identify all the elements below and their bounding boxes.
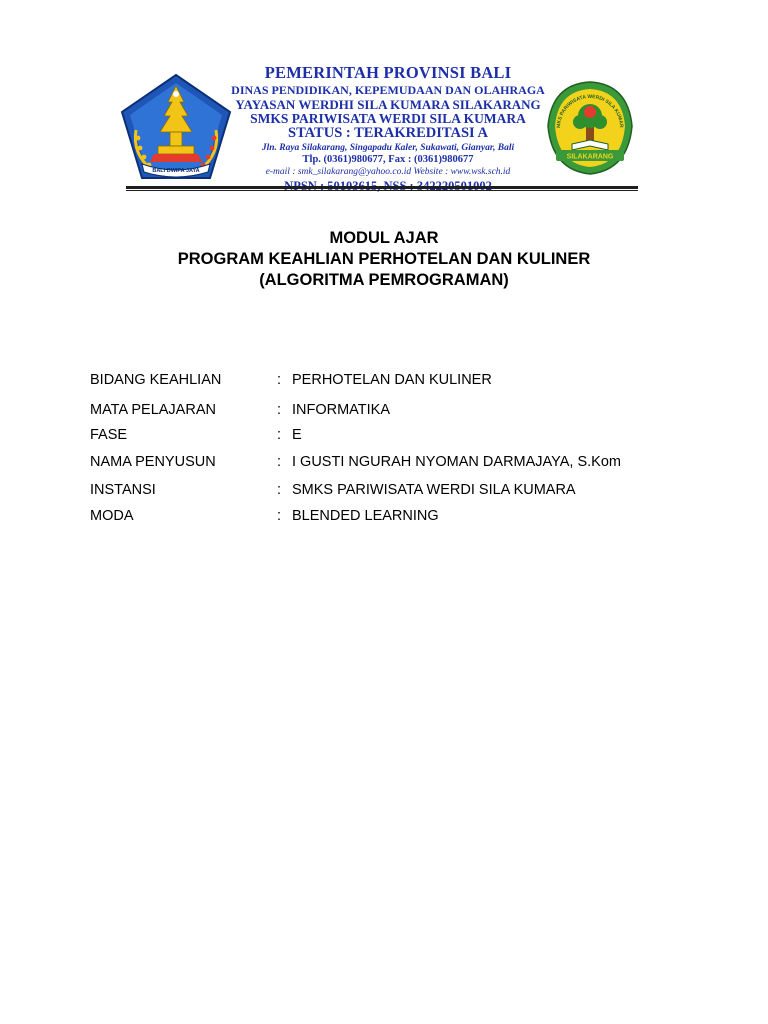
- info-label: FASE: [90, 427, 128, 443]
- school-logo-ribbon-text: SILAKARANG: [566, 153, 614, 161]
- title-line-program: PROGRAM KEAHLIAN PERHOTELAN DAN KULINER: [177, 250, 591, 268]
- letterhead-line-contact: e-mail : smk_silakarang@yahoo.co.id Website : www.wsk.sch.id: [265, 166, 511, 177]
- info-colon: :: [277, 508, 282, 524]
- info-label: INSTANSI: [90, 482, 156, 498]
- title-line-subject: (ALGORITMA PEMROGRAMAN): [259, 271, 509, 289]
- info-value: BLENDED LEARNING: [292, 508, 439, 524]
- letterhead-line-department: DINAS PENDIDIKAN, KEPEMUDAAN DAN OLAHRAGA: [231, 82, 545, 97]
- letterhead-line-foundation: YAYASAN WERDHI SILA KUMARA SILAKARANG: [235, 96, 541, 112]
- info-colon: :: [277, 402, 282, 418]
- bali-province-emblem: [118, 72, 234, 182]
- info-label: MODA: [90, 508, 134, 524]
- title-line-module: MODUL AJAR: [329, 229, 439, 247]
- info-label: MATA PELAJARAN: [90, 402, 216, 418]
- info-value: SMKS PARIWISATA WERDI SILA KUMARA: [292, 482, 576, 498]
- info-colon: :: [277, 454, 282, 470]
- info-value: E: [292, 427, 302, 443]
- letterhead-line-address: Jln. Raya Silakarang, Singapadu Kaler, Sukawati, Gianyar, Bali: [261, 142, 515, 153]
- info-value: I GUSTI NGURAH NYOMAN DARMAJAYA, S.Kom: [292, 454, 621, 470]
- letterhead-text: [218, 60, 558, 193]
- info-label: BIDANG KEAHLIAN: [90, 372, 222, 388]
- letterhead-divider: [126, 186, 638, 189]
- letterhead: [118, 60, 638, 190]
- emblem-ribbon-text: BALI DWIPA JAYA: [152, 168, 200, 174]
- letterhead-line-province: PEMERINTAH PROVINSI BALI: [264, 63, 512, 82]
- info-colon: :: [277, 427, 282, 443]
- info-label: NAMA PENYUSUN: [90, 454, 216, 470]
- school-logo-arc-text: MKS PARIWISATA WERDI SILA KUMAR: [555, 93, 625, 129]
- info-colon: :: [277, 482, 282, 498]
- letterhead-divider-thin: [126, 190, 638, 191]
- letterhead-line-phone: Tlp. (0361)980677, Fax : (0361)980677: [302, 154, 474, 165]
- info-value: INFORMATIKA: [292, 402, 391, 418]
- school-logo: [542, 78, 638, 178]
- info-colon: :: [277, 372, 282, 388]
- letterhead-line-status: STATUS : TERAKREDITASI A: [288, 125, 488, 141]
- info-value: PERHOTELAN DAN KULINER: [292, 372, 492, 388]
- letterhead-line-school: SMKS PARIWISATA WERDI SILA KUMARA: [250, 110, 526, 126]
- document-title: [0, 228, 768, 291]
